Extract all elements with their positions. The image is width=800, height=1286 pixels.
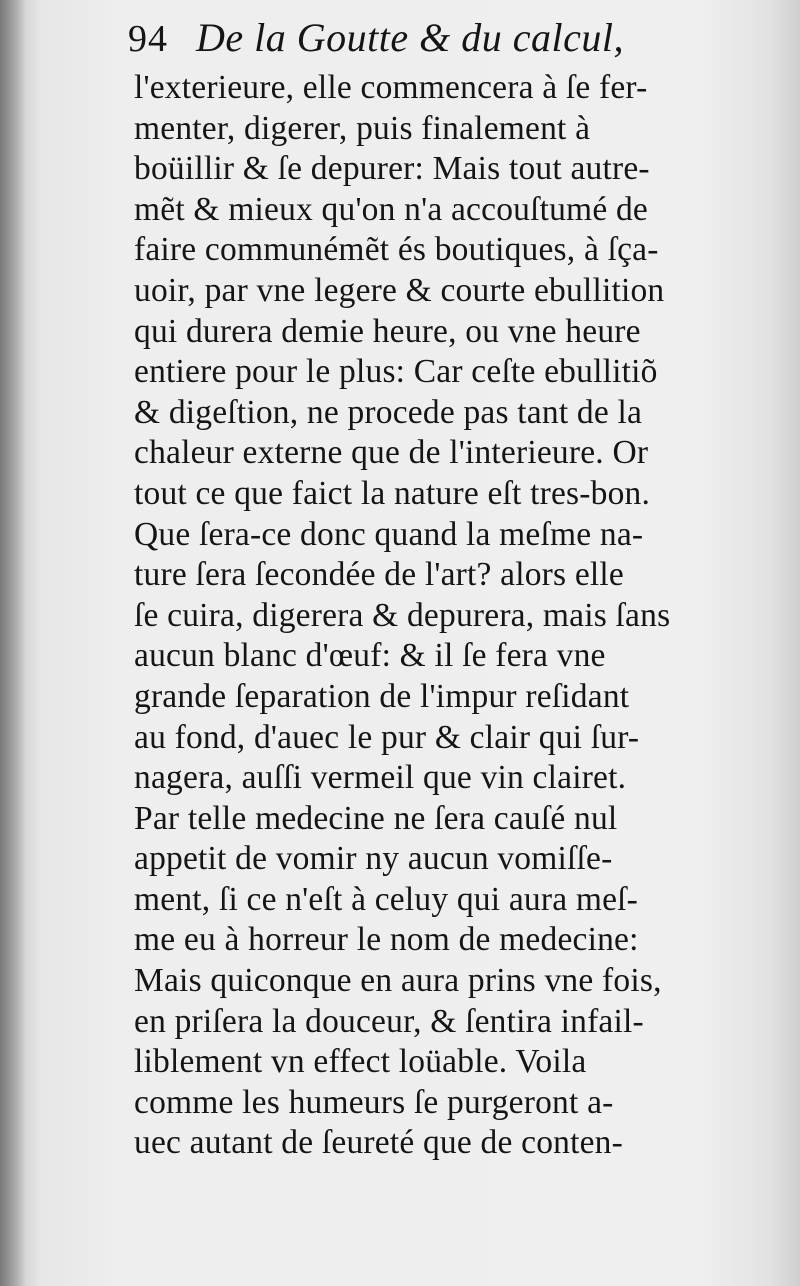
gutter-shadow bbox=[0, 0, 26, 1286]
text-line: menter, digerer, puis finalement à bbox=[134, 109, 591, 147]
text-line: uoir, par vne legere & courte ebullition bbox=[134, 271, 665, 309]
text-line: chaleur externe que de l'interieure. Or bbox=[134, 434, 649, 472]
text-line: ſe cuira, digerera & depurera, mais ſans bbox=[134, 596, 671, 634]
text-line: boüillir & ſe depurer: Mais tout autre- bbox=[134, 150, 650, 188]
text-line: qui durera demie heure, ou vne heure bbox=[134, 312, 641, 350]
text-line: en priſera la douceur, & ſentira infail- bbox=[134, 1002, 644, 1040]
text-line: me eu à horreur le nom de medecine: bbox=[134, 921, 639, 959]
body-text bbox=[134, 68, 734, 1164]
text-line: Que ſera-ce donc quand la meſme na- bbox=[134, 515, 644, 553]
text-line: Mais quiconque en aura prins vne fois, bbox=[134, 962, 662, 1000]
text-line: & digeſtion, ne procede pas tant de la bbox=[134, 393, 643, 431]
text-line: nagera, auſſi vermeil que vin clairet. bbox=[134, 759, 627, 797]
page-number: 94 bbox=[128, 18, 168, 60]
text-line: tout ce que faict la nature eſt tres-bon. bbox=[134, 474, 651, 512]
text-line: au fond, d'auec le pur & clair qui ſur- bbox=[134, 718, 640, 756]
text-line: ture ſera ſecondée de l'art? alors elle bbox=[134, 556, 625, 594]
text-line: Par telle medecine ne ſera cauſé nul bbox=[134, 799, 618, 837]
text-line: ment, ſi ce n'eſt à celuy qui aura meſ- bbox=[134, 880, 639, 918]
text-line: appetit de vomir ny aucun vomiſſe- bbox=[134, 840, 613, 878]
text-line: l'exterieure, elle commencera à ſe fer- bbox=[134, 69, 648, 106]
text-line: comme les humeurs ſe purgeront a- bbox=[134, 1083, 614, 1121]
running-head bbox=[128, 14, 728, 64]
text-line: entiere pour le plus: Car ceſte ebullitiõ bbox=[134, 353, 658, 391]
text-line: mẽt & mieux qu'on n'a accouſtumé de bbox=[134, 190, 648, 228]
text-line: grande ſeparation de l'impur reſidant bbox=[134, 677, 630, 715]
text-line: liblement vn effect loüable. Voila bbox=[134, 1043, 587, 1081]
text-line: faire communémẽt és boutiques, à ſça- bbox=[134, 231, 659, 269]
running-title: De la Goutte & du calcul, bbox=[196, 15, 624, 60]
text-line: aucun blanc d'œuf: & il ſe fera vne bbox=[134, 637, 606, 675]
text-line: uec autant de ſeureté que de conten- bbox=[134, 1124, 623, 1162]
